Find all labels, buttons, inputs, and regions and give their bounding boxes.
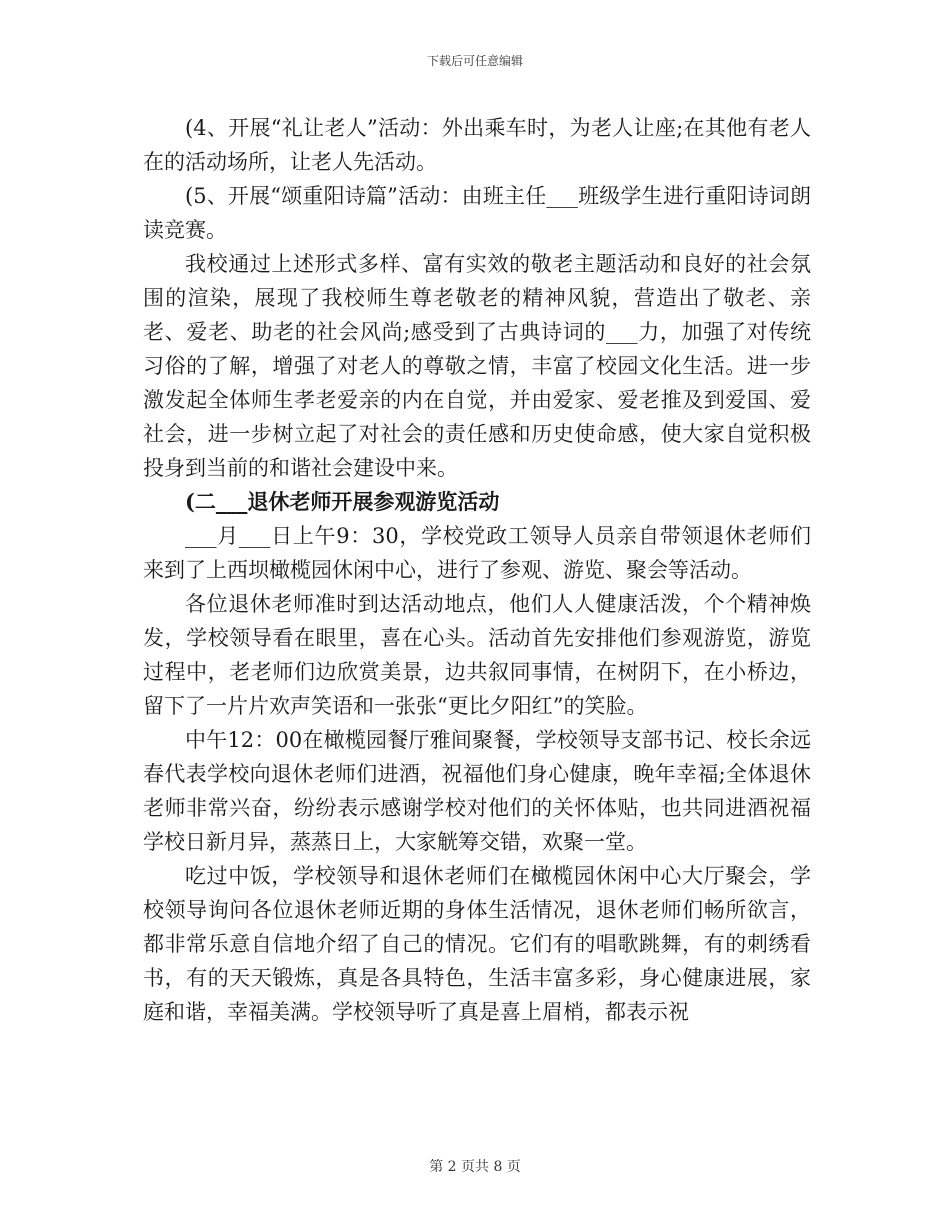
- document-body: [143, 111, 811, 1029]
- page-header: 下载后可任意编辑: [426, 54, 523, 68]
- paragraph-summary: 我校通过上述形式多样、富有实效的敬老主题活动和良好的社会氛围的渲染，展现了我校师生尊老敬老的精神风貌，营造出了敬老、亲老、爱老、助老的社会风尚;感受到了古典诗词的___力，加强了对传统习俗的了解，增强了对老人的尊敬之情，丰富了校园文化生活。进一步激发起全体师生孝老爱亲的内在自觉，并由爱家、爱老推及到爱国、爱社会，进一步树立起了对社会的责任感和历史使命感，使大家自觉积极投身到当前的和谐社会建设中来。: [143, 252, 811, 480]
- paragraph-activity-4: (4、开展“礼让老人”活动：外出乘车时，为老人让座;在其他有老人在的活动场所，让老人先活动。: [143, 116, 811, 174]
- paragraph-lunch: 中午12：00在橄榄园餐厅雅间聚餐，学校领导支部书记、校长余远春代表学校向退休老师们进酒，祝福他们身心健康，晚年幸福;全体退休老师非常兴奋，纷纷表示感谢学校对他们的关怀体贴，也共同进酒祝福学校日新月异，蒸蒸日上，大家觥筹交错，欢聚一堂。: [143, 728, 811, 854]
- paragraph-activity-5: (5、开展“颂重阳诗篇”活动：由班主任___班级学生进行重阳诗词朗读竞赛。: [143, 184, 811, 242]
- page-footer: 第 2 页共 8 页: [429, 1159, 521, 1175]
- paragraph-visit-intro: ___月___日上午9：30，学校党政工领导人员亲自带领退休老师们来到了上西坝橄榄园休闲中心，进行了参观、游览、聚会等活动。: [143, 524, 811, 582]
- paragraph-afternoon-gathering: 吃过中饭，学校领导和退休老师们在橄榄园休闲中心大厅聚会，学校领导询问各位退休老师近期的身体生活情况，退休老师们畅所欲言，都非常乐意自信地介绍了自己的情况。它们有的唱歌跳舞，有的刺绣看书，有的天天锻炼，真是各具特色，生活丰富多彩，身心健康进展，家庭和谐，幸福美满。学校领导听了真是喜上眉梢，都表示祝: [143, 864, 811, 1024]
- section-heading-retired-teachers: (二___退休老师开展参观游览活动: [185, 489, 500, 514]
- paragraph-visit-tour: 各位退休老师准时到达活动地点，他们人人健康活泼，个个精神焕发，学校领导看在眼里，喜在心头。活动首先安排他们参观游览，游览过程中，老老师们边欣赏美景，边共叙同事情，在树阴下，在小桥边，留下了一片片欢声笑语和一张张“更比夕阳红”的笑脸。: [143, 592, 811, 718]
